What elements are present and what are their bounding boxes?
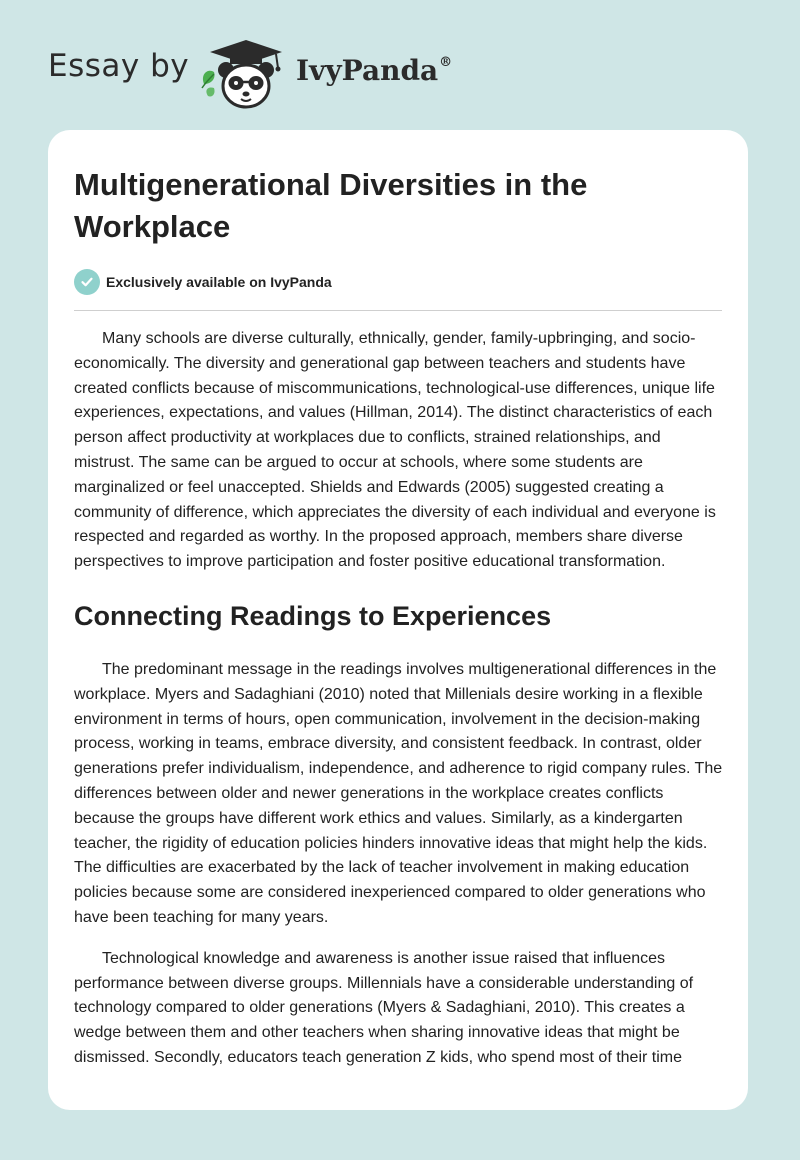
- brand-label: IvyPanda: [296, 54, 439, 87]
- divider: [74, 310, 722, 311]
- essay-card: [48, 130, 748, 1110]
- paragraph-technology: Technological knowledge and awareness is another issue raised that influences performance between diverse groups. Millennials have a considerable understanding of technology compared to older generations (Myers & Sadaghiani, 2010). This creates a wedge between them and other teachers when sharing innovative ideas that might be dismissed. Secondly, educators teach generation Z kids, who spend most of their time: [74, 949, 694, 1066]
- section-heading: Connecting Readings to Experiences: [74, 600, 552, 631]
- exclusive-badge-text: Exclusively available on IvyPanda: [106, 274, 332, 290]
- brand-name[interactable]: [296, 54, 452, 87]
- paragraph-intro: Many schools are diverse culturally, ethnically, gender, family-upbringing, and socio-economically. The diversity and generational gap between teachers and students have created conflicts because of miscommunications, technological-use differences, unique life experiences, expectations, and values (Hillman, 2014). The distinct characteristics of each person affect productivity at workplaces due to conflicts, strained relationships, and mistrust. The same can be argued to occur at schools, where some students are marginalized or feel unaccepted. Shields and Edwards (2005) suggested creating a community of difference, which appreciates the diversity of each individual and everyone is respected and regarded as worthy. In the proposed approach, members share diverse perspectives to improve participation and foster positive educational transformation.: [74, 330, 716, 571]
- essay-title: Multigenerational Diversities in the Workplace: [74, 167, 588, 244]
- exclusive-badge: [74, 268, 724, 296]
- registered-mark: ®: [439, 55, 453, 70]
- essay-by-label: Essay by: [48, 48, 190, 84]
- site-header: [0, 0, 800, 130]
- panda-graduate-logo-icon[interactable]: [198, 38, 290, 110]
- paragraph-readings: The predominant message in the readings involves multigenerational differences in the workplace. Myers and Sadaghiani (2010) noted that Millenials desire working in a flexible environment in terms of hours, open communication, involvement in the decision-making process, working in teams, embrace diversity, and consistent feedback. In contrast, older generations prefer individualism, independence, and adherence to rigid company rules. The differences between older and newer generations in the workplace creates conflicts because the groups have different work ethics and values. Similarly, as a kindergarten teacher, the rigidity of education policies hinders innovative ideas that might help the kids. The difficulties are exacerbated by the lack of teacher involvement in making education policies because some are considered inexperienced compared to older generations who have been teaching for many years.: [74, 660, 723, 926]
- check-circle-icon: [74, 269, 100, 295]
- essay-content: [74, 164, 724, 1071]
